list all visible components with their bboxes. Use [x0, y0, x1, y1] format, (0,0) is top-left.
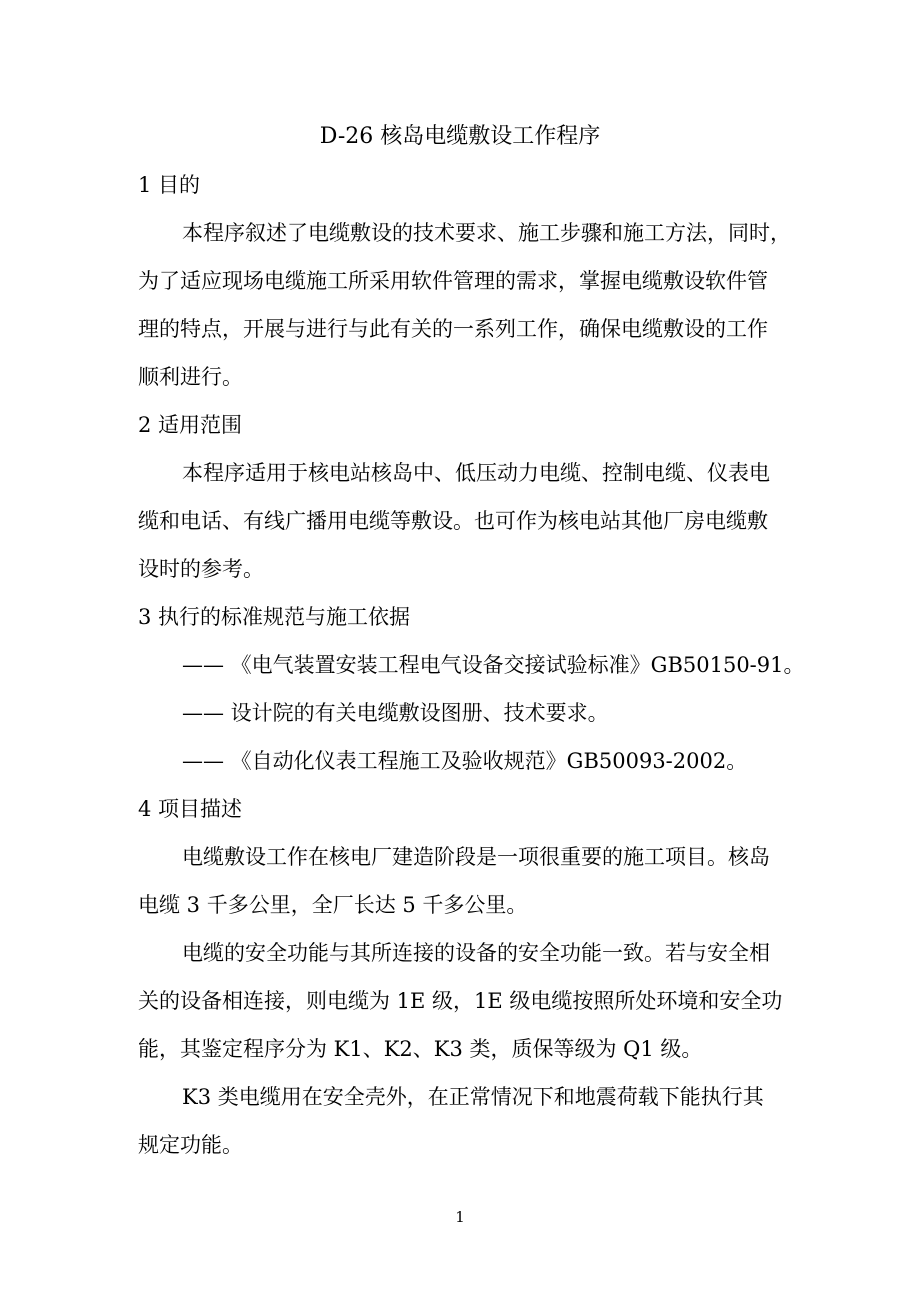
document-title: D-26 核岛电缆敷设工作程序: [319, 124, 601, 149]
section-4-paragraph-2-line: 关的设备相连接，则电缆为 1E 级，1E 级电缆按照所处环境和安全功: [138, 989, 783, 1013]
section-4-paragraph-1-line: 电缆 3 千多公里，全厂长达 5 千多公里。: [138, 893, 528, 917]
section-3-heading: 3 执行的标准规范与施工依据: [138, 605, 411, 629]
section-2-line: 本程序适用于核电站核岛中、低压动力电缆、控制电缆、仪表电: [182, 461, 770, 485]
section-2-heading: 2 适用范围: [138, 413, 243, 437]
section-2-line: 设时的参考。: [138, 557, 264, 581]
section-4-paragraph-2-line: 电缆的安全功能与其所连接的设备的安全功能一致。若与安全相: [182, 941, 770, 965]
section-1-line: 理的特点，开展与进行与此有关的一系列工作，确保电缆敷设的工作: [138, 317, 768, 341]
section-4-paragraph-3-line: 规定功能。: [138, 1133, 243, 1157]
standard-list-item: —— 《自动化仪表工程施工及验收规范》GB50093-2002。: [182, 749, 748, 773]
section-1-line: 本程序叙述了电缆敷设的技术要求、施工步骤和施工方法，同时，: [182, 221, 791, 245]
section-4-heading: 4 项目描述: [138, 797, 243, 821]
section-1-heading: 1 目的: [138, 173, 201, 197]
section-1-line: 为了适应现场电缆施工所采用软件管理的需求，掌握电缆敷设软件管: [138, 269, 768, 293]
section-4-paragraph-2-line: 能，其鉴定程序分为 K1、K2、K3 类，质保等级为 Q1 级。: [138, 1037, 703, 1061]
section-4-paragraph-3-line: K3 类电缆用在安全壳外，在正常情况下和地震荷载下能执行其: [182, 1085, 764, 1109]
standard-list-item: —— 《电气装置安装工程电气设备交接试验标准》GB50150-91。: [182, 653, 805, 677]
section-1-line: 顺利进行。: [138, 365, 243, 389]
standard-list-item: —— 设计院的有关电缆敷设图册、技术要求。: [182, 701, 609, 725]
section-2-line: 缆和电话、有线广播用电缆等敷设。也可作为核电站其他厂房电缆敷: [138, 509, 768, 533]
section-4-paragraph-1-line: 电缆敷设工作在核电厂建造阶段是一项很重要的施工项目。核岛: [182, 845, 770, 869]
page-number: 1: [455, 1208, 465, 1226]
